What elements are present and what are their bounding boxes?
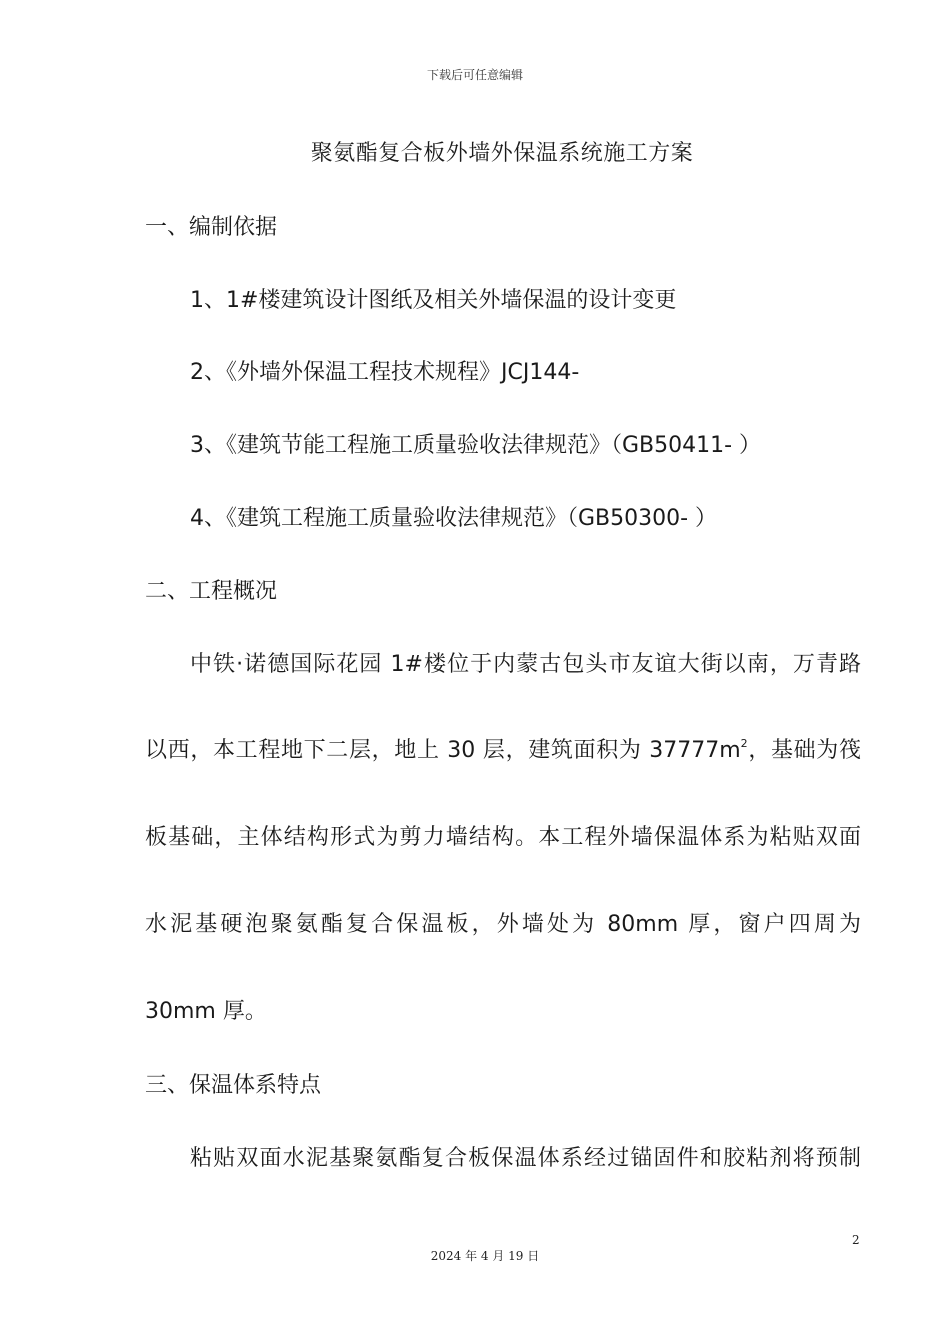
header-note: 下载后可任意编辑	[426, 68, 523, 82]
overview-line-2-text: 以西，本工程地下二层，地上 30 层，建筑面积为 37777m	[145, 738, 741, 763]
overview-line-2	[145, 733, 861, 764]
basis-item-2: 2、《外墙外保温工程技术规程》JCJ144-	[190, 360, 580, 385]
features-line-1: 粘贴双面水泥基聚氨酯复合板保温体系经过锚固件和胶粘剂将预制	[190, 1146, 861, 1171]
overview-line-1: 中铁·诺德国际花园 1#楼位于内蒙古包头市友谊大街以南，万青路	[190, 652, 861, 677]
section-heading-overview: 二、工程概况	[145, 579, 278, 604]
overview-line-3: 板基础，主体结构形式为剪力墙结构。本工程外墙保温体系为粘贴双面	[145, 825, 861, 850]
section-heading-basis: 一、编制依据	[145, 215, 278, 240]
overview-line-2-tail: ，基础为筏	[747, 738, 861, 763]
overview-line-5: 30mm 厚。	[145, 999, 267, 1024]
basis-item-3: 3、《建筑节能工程施工质量验收法律规范》（GB50411- ）	[190, 433, 762, 458]
basis-item-1: 1、1#楼建筑设计图纸及相关外墙保温的设计变更	[190, 288, 677, 313]
basis-item-4: 4、《建筑工程施工质量验收法律规范》（GB50300- ）	[190, 506, 718, 531]
footer-date: 2024 年 4 月 19 日	[430, 1249, 540, 1263]
section-heading-features: 三、保温体系特点	[145, 1073, 322, 1098]
overview-line-4: 水泥基硬泡聚氨酯复合保温板，外墙处为 80mm 厚，窗户四周为	[145, 912, 861, 937]
page-number: 2	[852, 1233, 860, 1247]
document-title: 聚氨酯复合板外墙外保温系统施工方案	[310, 141, 694, 166]
area-superscript: 2	[740, 736, 748, 750]
